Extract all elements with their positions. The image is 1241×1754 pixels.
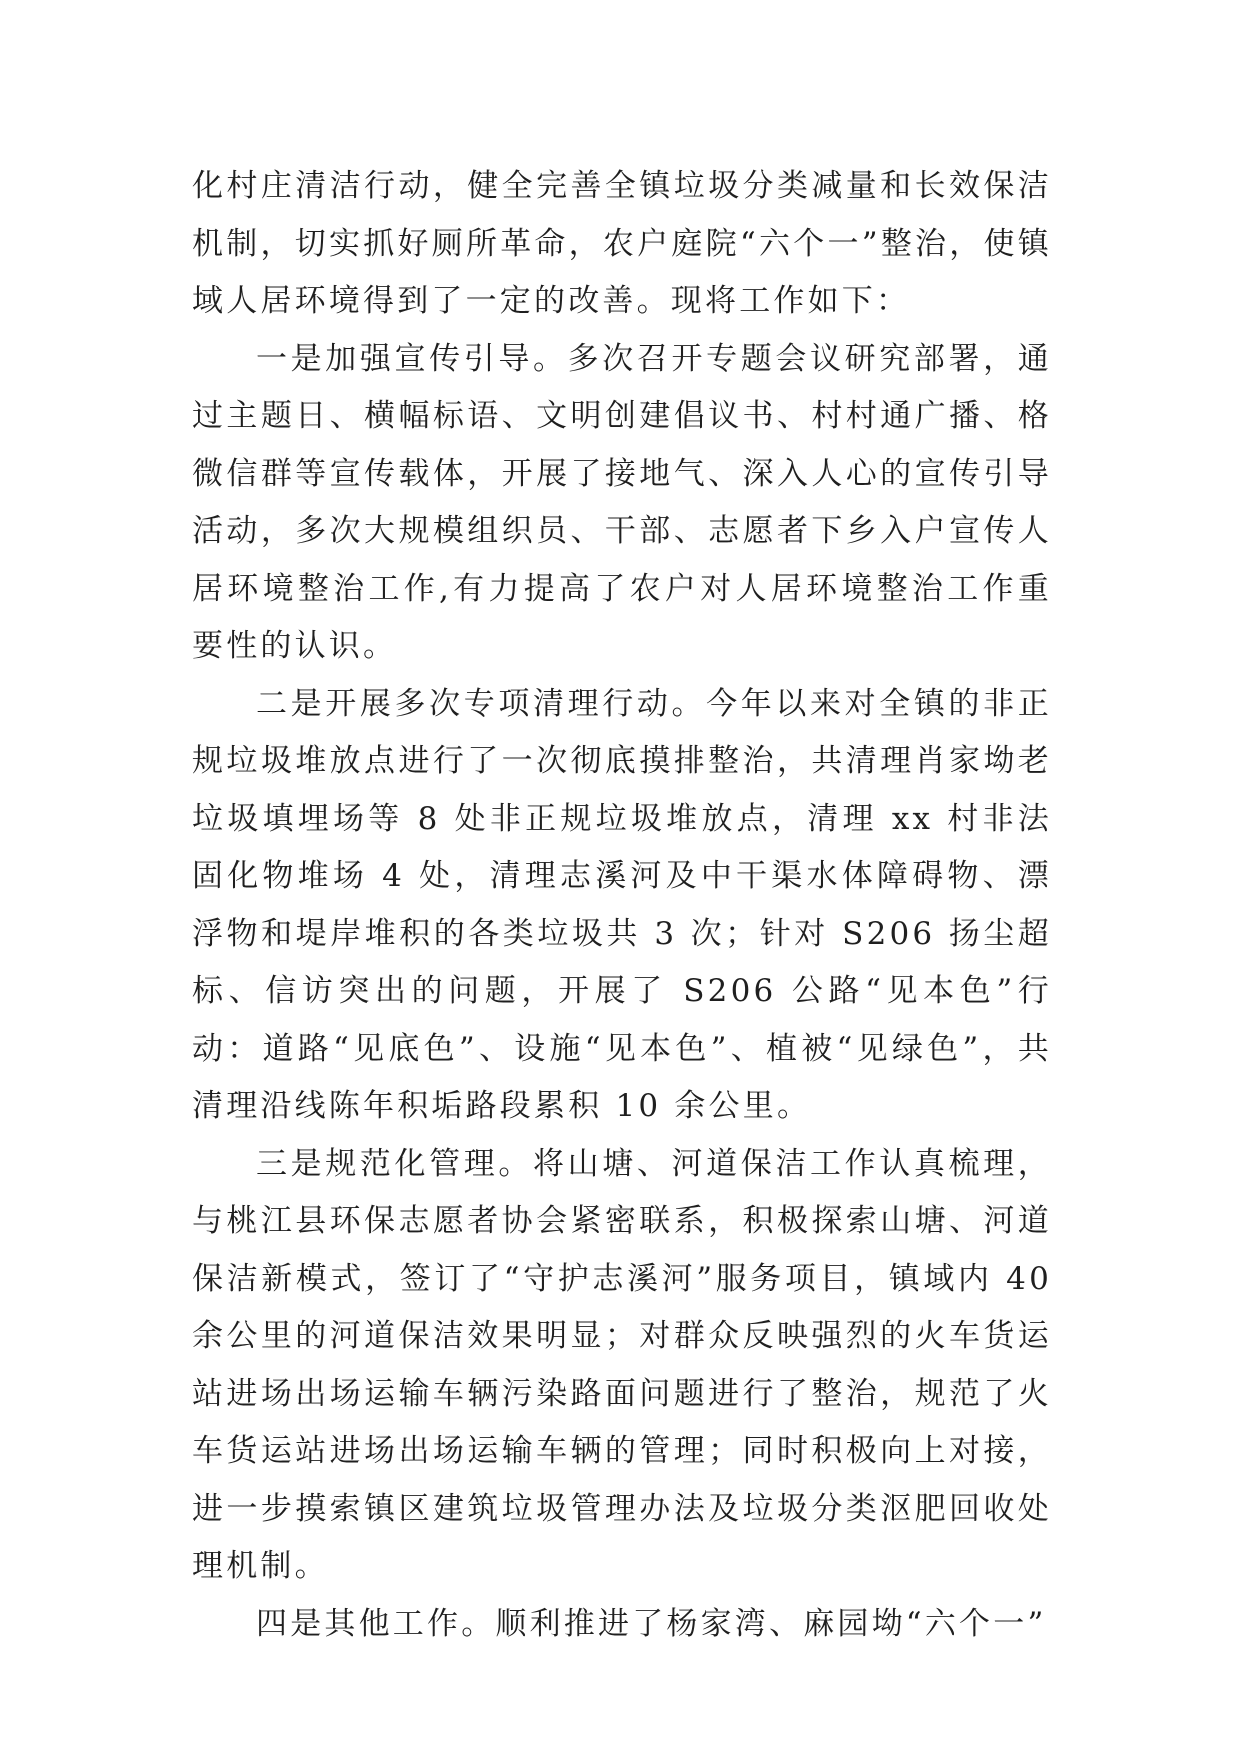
paragraph-continuation: 化村庄清洁行动，健全完善全镇垃圾分类减量和长效保洁机制，切实抓好厕所革命，农户庭院“六个一”整治，使镇域人居环境得到了一定的改善。现将工作如下： xyxy=(192,168,1052,319)
paragraph-special-cleanup: 二是开展多次专项清理行动。今年以来对全镇的非正规垃圾堆放点进行了一次彻底摸排整治，共清理肖家坳老垃圾填埋场等 8 处非正规垃圾堆放点，清理 xx 村非法固化物堆场 4 处，清理志溪河及中干渠水体障碍物、漂浮物和堤岸堆积的各类垃圾共 3 次；针对 S206 扬尘超标、信访突出的问题，开展了 S206 公路“见本色”行动：道路“见底色”、设施“见本色”、植被“见绿色”，共清理沿线陈年积垢路段累积 10 余公里。 xyxy=(192,685,1052,1124)
paragraph-standardized-management: 三是规范化管理。将山塘、河道保洁工作认真梳理，与桃江县环保志愿者协会紧密联系，积极探索山塘、河道保洁新模式，签订了“守护志溪河”服务项目，镇域内 40 余公里的河道保洁效果明显；对群众反映强烈的火车货运站进场出场运输车辆污染路面问题进行了整治，规范了火车货运站进场出场运输车辆的管理；同时积极向上对接，进一步摸索镇区建筑垃圾管理办法及垃圾分类沤肥回收处理机制。 xyxy=(192,1145,1052,1584)
paragraph-publicity-guidance: 一是加强宣传引导。多次召开专题会议研究部署，通过主题日、横幅标语、文明创建倡议书、村村通广播、格微信群等宣传载体，开展了接地气、深入人心的宣传引导活动，多次大规模组织员、干部、志愿者下乡入户宣传人居环境整治工作,有力提高了农户对人居环境整治工作重要性的认识。 xyxy=(192,340,1052,664)
document-body xyxy=(192,158,1052,1653)
paragraph-other-work: 四是其他工作。顺利推进了杨家湾、麻园坳“六个一” xyxy=(256,1605,1047,1642)
